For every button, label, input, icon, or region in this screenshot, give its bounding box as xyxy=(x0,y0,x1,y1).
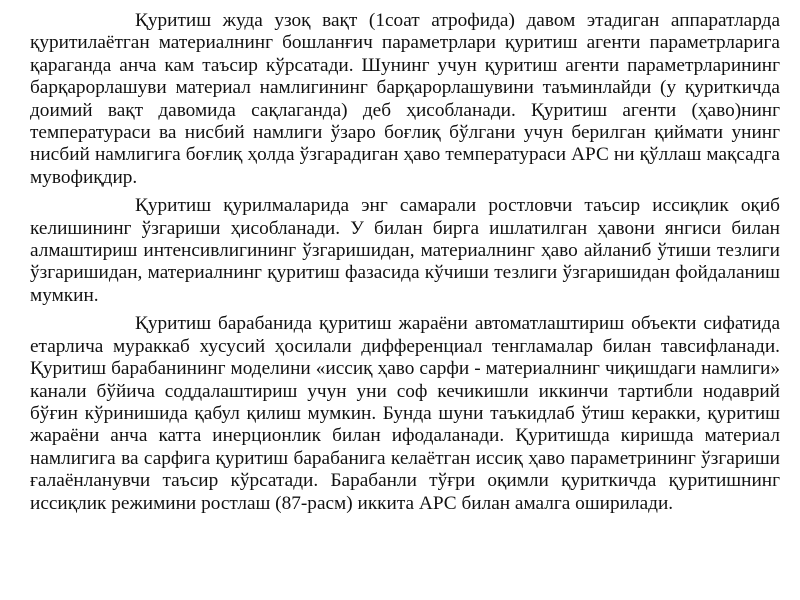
paragraph: Қуритиш жуда узоқ вақт (1соат атрофида) давом этадиган аппаратларда қуритилаётган материалнинг бошланғич параметрлари қуритиш агенти параметрларига қараганда анча кам таъсир кўрсатади. Шунинг учун қуритиш агенти параметрларининг барқарорлашуви материал намлигининг барқарорлашувини таъминлайди (у қуриткичда доимий вақт давомида сақлаганда) деб ҳисобланади. Қуритиш агенти (ҳаво)нинг температураси ва нисбий намлиги ўзаро боғлиқ бўлгани учун берилган қиймати унинг нисбий намлигига боғлиқ ҳолда ўзгарадиган ҳаво температураси АРС ни қўллаш мақсадга мувофиқдир. xyxy=(30,10,780,188)
paragraph: Қуритиш қурилмаларида энг самарали ростловчи таъсир иссиқлик оқиб келишининг ўзгариши ҳисобланади. У билан бирга ишлатилган ҳавони янгиси билан алмаштириш интенсивлигининг ўзгаришидан, материалнинг ҳаво айланиб ўтиши тезлиги ўзгаришидан, материалнинг қуритиш фазасида кўчиши тезлиги ўзгаришидан фойдаланиш мумкин. xyxy=(30,195,780,306)
paragraph: Қуритиш барабанида қуритиш жараёни автоматлаштириш объекти сифатида етарлича мураккаб хусусий ҳосилали дифференциал тенгламалар билан тавсифланади. Қуритиш барабанининг моделини «иссиқ ҳаво сарфи - материалнинг чиқишдаги намлиги» канали бўйича соддалаштириш учун уни соф кечикишли иккинчи тартибли нодаврий бўғин кўринишида қабул қилиш мумкин. Бунда шуни таъкидлаб ўтиш керакки, қуритиш жараёни анча катта инерционлик билан ифодаланади. Қуритишда киришда материал намлигига ва сарфига қуритиш барабанига келаётган иссиқ ҳаво параметрининг ўзгариши ғалаёнланувчи таъсир кўрсатади. Барабанли тўғри оқимли қуриткичда қуритишнинг иссиқлик режимини ростлаш (87-расм) иккита АРС билан амалга оширилади. xyxy=(30,313,780,514)
document-page xyxy=(30,10,780,521)
